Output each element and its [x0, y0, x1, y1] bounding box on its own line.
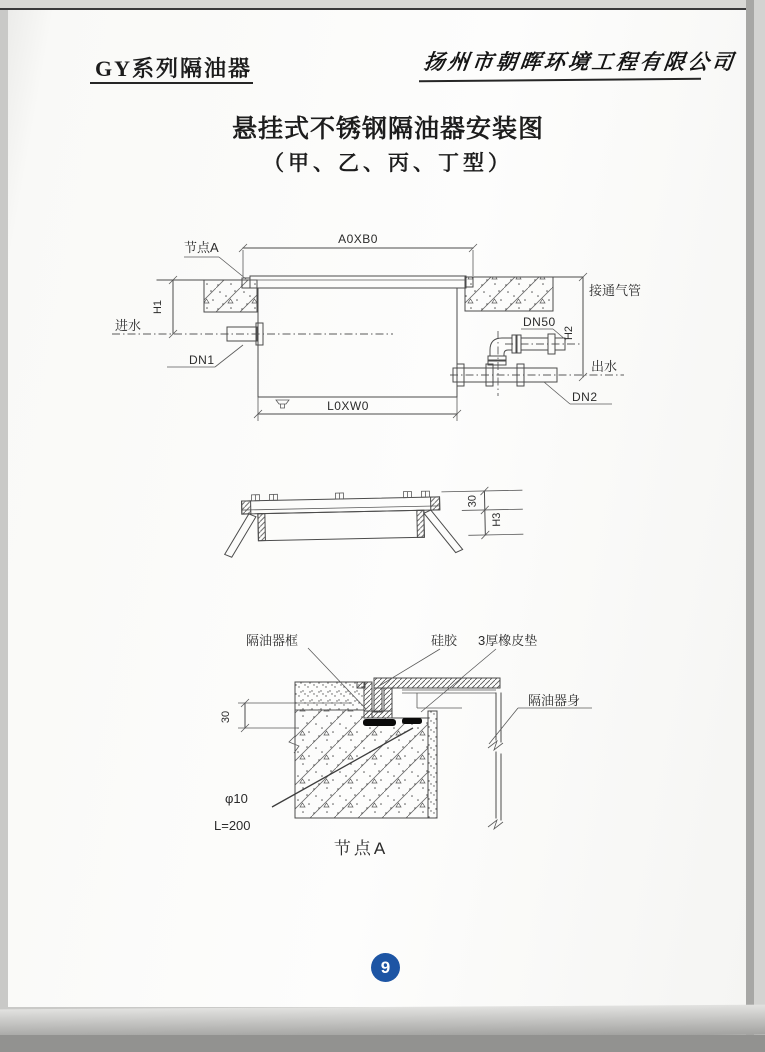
header-series-title: GY系列隔油器	[95, 56, 253, 81]
dim-h3-label: H3	[490, 512, 504, 527]
document-title: 悬挂式不锈钢隔油器安装图	[231, 115, 544, 143]
rubber-pad-left	[363, 719, 396, 726]
drawing-lid-section	[223, 486, 523, 557]
drawing-installation-section	[112, 232, 641, 421]
outlet-label: 出水	[591, 359, 618, 374]
frame-label: 隔油器框	[246, 633, 299, 648]
drain-symbol	[276, 400, 289, 408]
dim-h2-label: H2	[563, 325, 575, 341]
anchor-length-label: L=200	[214, 818, 251, 833]
dn50-label: DN50	[523, 315, 556, 329]
dn2-label: DN2	[572, 390, 598, 404]
dim-top-label: A0XB0	[338, 232, 378, 246]
body-label: 隔油器身	[528, 693, 581, 708]
document-subtitle: （甲、乙、丙、丁型）	[263, 152, 513, 175]
detail-caption: 节点A	[333, 839, 389, 858]
dim-depth-label: 30	[220, 710, 232, 724]
page-number-badge	[371, 953, 400, 982]
drawing-node-a-detail	[214, 633, 592, 858]
dim-bottom-label: L0XW0	[327, 399, 369, 413]
rubber-pad-right	[402, 718, 422, 724]
inlet-label: 进水	[115, 318, 142, 333]
vent-label: 接通气管	[589, 283, 642, 298]
rubber-pad-label: 3厚橡皮垫	[478, 633, 538, 648]
dim-30-label: 30	[466, 494, 479, 508]
header-company-name: 扬州市朝晖环境工程有限公司	[422, 50, 738, 74]
node-a-callout: 节点A	[184, 240, 219, 255]
anchor-diameter-label: φ10	[225, 791, 248, 806]
body-break-symbol-bottom	[488, 820, 503, 829]
dn1-label: DN1	[189, 353, 215, 367]
dim-h1-label: H1	[152, 299, 164, 315]
page-number: 9	[380, 957, 391, 977]
silicone-label: 硅胶	[431, 633, 458, 648]
